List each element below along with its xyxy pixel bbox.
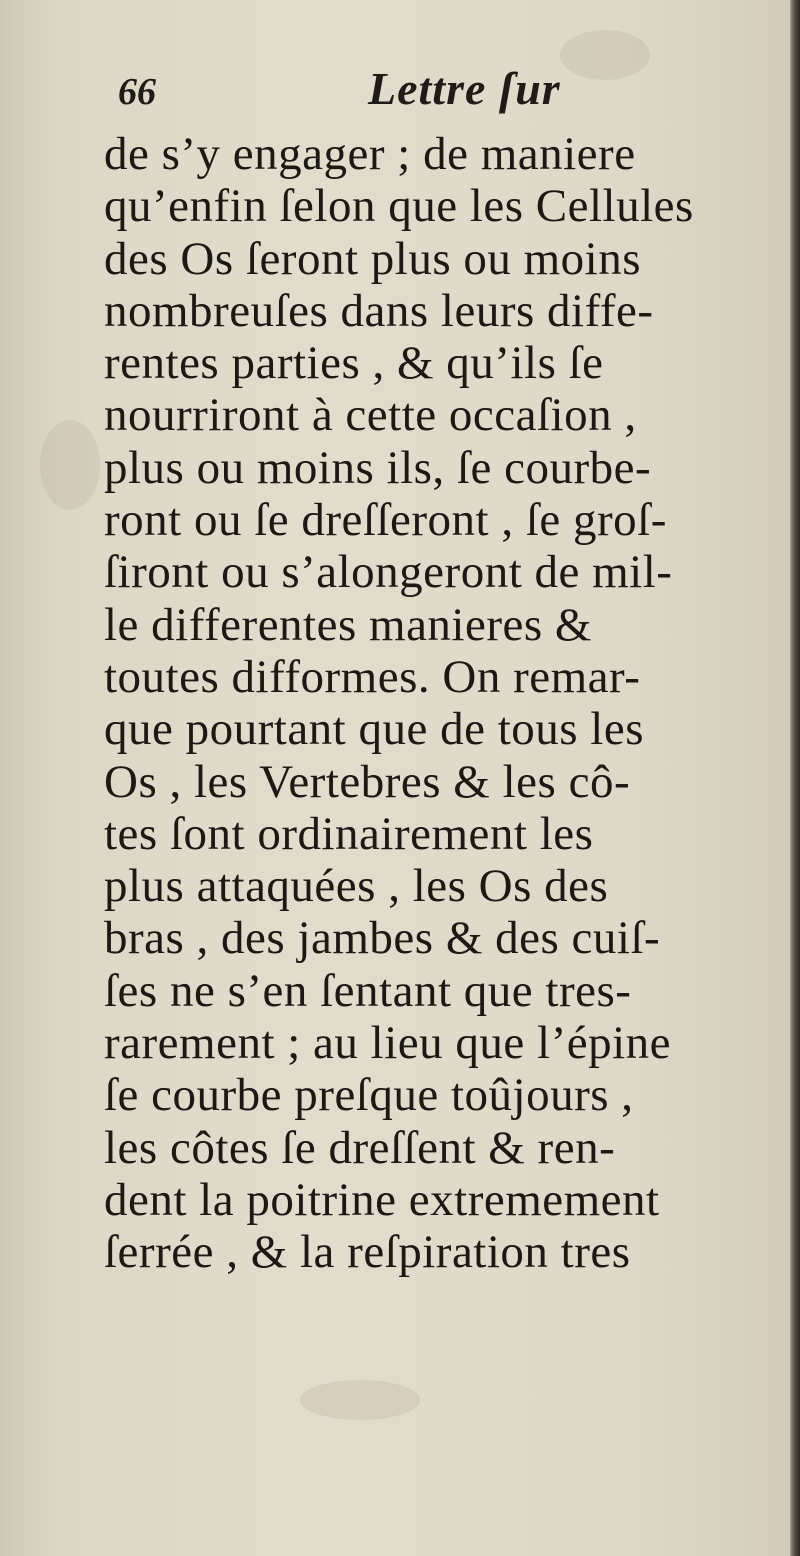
page-header [118,62,638,128]
paper-stain [300,1380,420,1420]
text-line: qu’enfin ſelon que les Cellules [104,180,694,233]
text-line: ront ou ſe dreſſeront , ſe groſ- [104,494,667,547]
text-line: ſe courbe preſque toûjours , [104,1069,634,1122]
text-line: des Os ſeront plus ou moins [104,232,642,285]
text-line: nombreuſes dans leurs diffe- [104,284,654,337]
page-number: 66 [118,71,156,113]
text-line: les côtes ſe dreſſent & ren- [104,1121,616,1174]
text-line: nourriront à cette occaſion , [104,389,637,442]
text-line: plus attaquées , les Os des [104,860,609,913]
running-title: Lettre ſur [368,63,561,114]
text-line: dent la poitrine extremement [104,1173,660,1226]
text-line: toutes difformes. On remar- [104,650,641,703]
text-line: ſiront ou s’alongeront de mil- [104,546,673,599]
text-line: Os , les Vertebres & les cô- [104,755,631,808]
text-line: de s’y engager ; de maniere [104,128,636,180]
text-line: rarement ; au lieu que l’épine [104,1017,671,1070]
text-line: que pourtant que de tous les [104,703,645,756]
text-line: rentes parties , & qu’ils ſe [104,337,604,390]
text-line: ſes ne s’en ſentant que tres- [104,964,632,1017]
paper-stain [40,420,100,510]
text-line: plus ou moins ils, ſe courbe- [104,441,652,494]
body-text [104,128,790,1279]
text-line: le differentes manieres & [104,598,592,651]
text-line: ſerrée , & la reſpiration tres [104,1226,631,1279]
text-line: bras , des jambes & des cuiſ- [104,912,661,965]
text-line: tes ſont ordinairement les [104,807,594,860]
book-spine-edge [790,0,800,1556]
